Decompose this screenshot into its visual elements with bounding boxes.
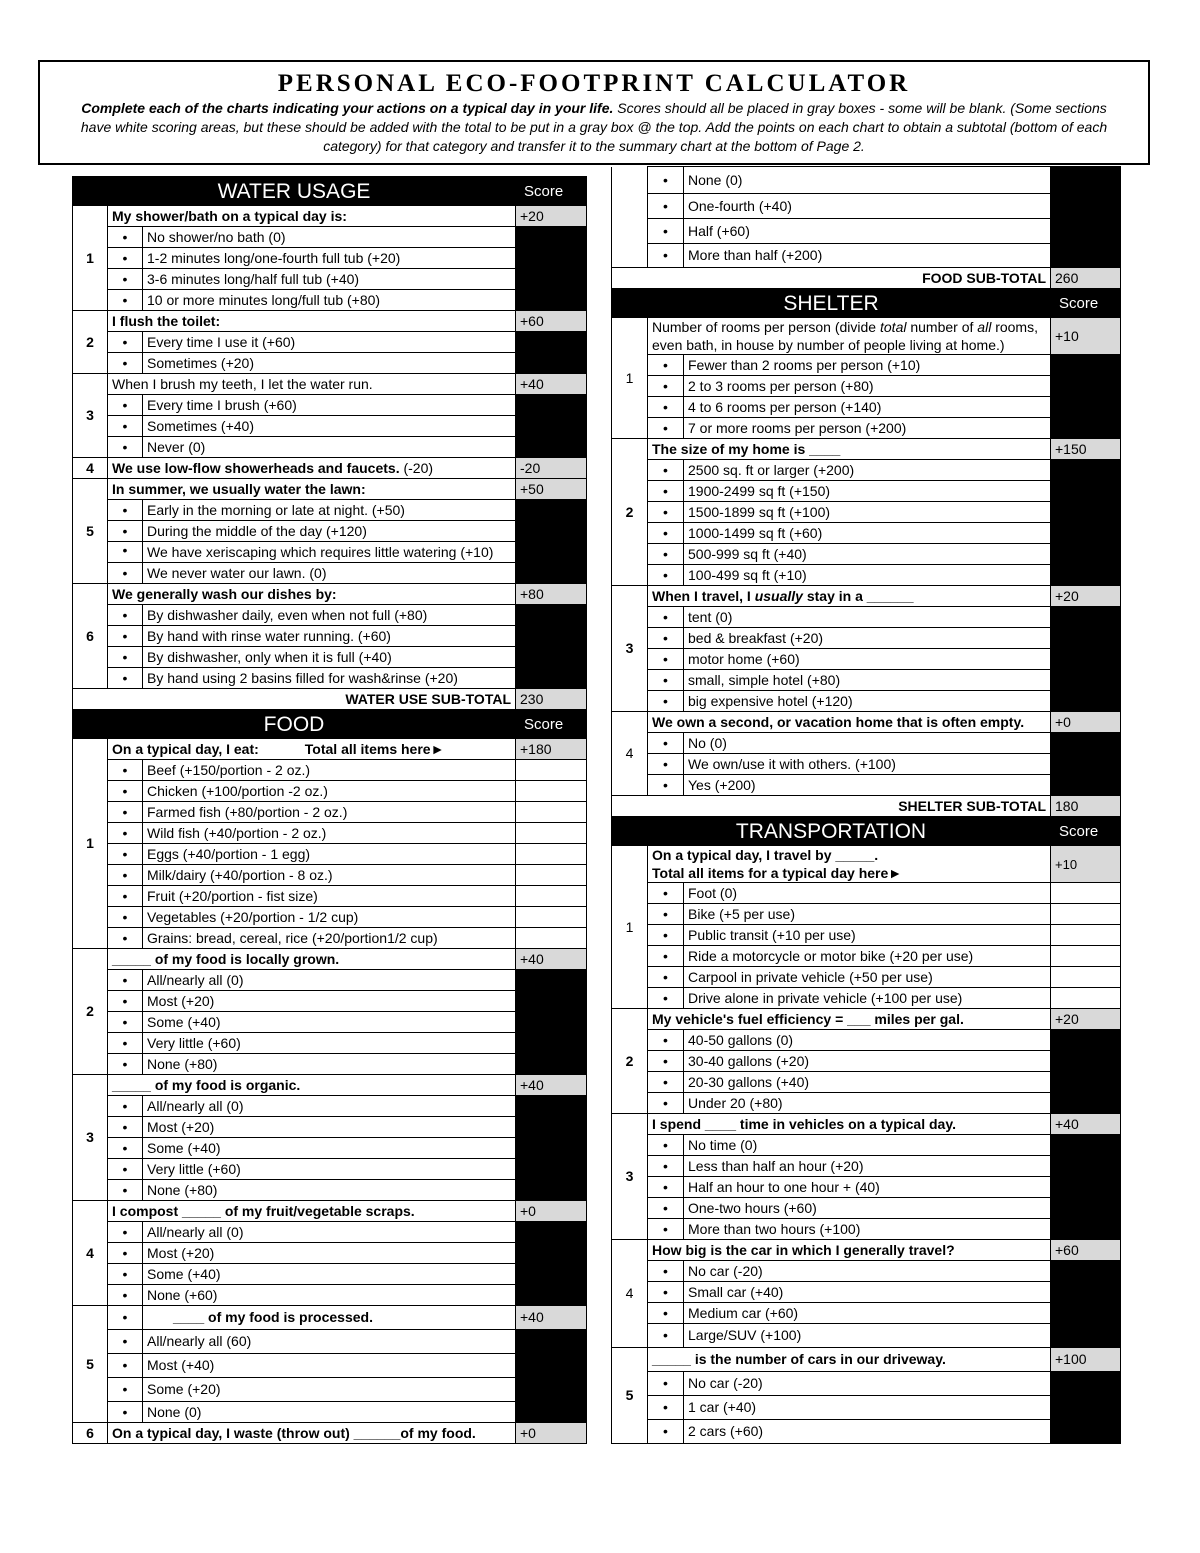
- list-item: • Beef (+150/portion - 2 oz.): [73, 760, 587, 781]
- list-item: • Every time I brush (+60): [73, 395, 587, 416]
- list-item: • By dishwasher, only when it is full (+40): [73, 647, 587, 668]
- food-q1: 1 On a typical day, I eat: Total all items here► +180: [73, 739, 587, 760]
- list-item: • 2500 sq. ft or larger (+200): [612, 460, 1121, 481]
- list-item: • Every time I use it (+60): [73, 332, 587, 353]
- transport-q3-score[interactable]: +40: [1051, 1114, 1121, 1135]
- list-item: • Half an hour to one hour + (40): [612, 1177, 1121, 1198]
- shelter-subtotal-row: [612, 796, 1121, 817]
- list-item: • 2 cars (+60): [612, 1420, 1121, 1444]
- water-q2: 2 I flush the toilet: +60: [73, 311, 587, 332]
- list-item: • Public transit (+10 per use): [612, 925, 1121, 946]
- list-item: • Eggs (+40/portion - 1 egg): [73, 844, 587, 865]
- water-q6-score[interactable]: +80: [516, 584, 587, 605]
- food-q2-score[interactable]: +40: [516, 949, 587, 970]
- transport-q5: 5 _____ is the number of cars in our driveway. +100: [612, 1348, 1121, 1372]
- list-item: • Sometimes (+20): [73, 353, 587, 374]
- list-item: • 1500-1899 sq ft (+100): [612, 502, 1121, 523]
- list-item: • None (+80): [73, 1054, 587, 1075]
- list-item: • 3-6 minutes long/half full tub (+40): [73, 269, 587, 290]
- page-header: [38, 60, 1150, 165]
- list-item: • By hand with rinse water running. (+60): [73, 626, 587, 647]
- transport-q3: 3 I spend ____ time in vehicles on a typical day. +40: [612, 1114, 1121, 1135]
- list-item: • 20-30 gallons (+40): [612, 1072, 1121, 1093]
- list-item: • 7 or more rooms per person (+200): [612, 418, 1121, 439]
- transport-q4-score[interactable]: +60: [1051, 1240, 1121, 1261]
- list-item: • All/nearly all (60): [73, 1330, 587, 1354]
- list-item: • 100-499 sq ft (+10): [612, 565, 1121, 586]
- food-subtotal-row: [612, 268, 1121, 289]
- water-q2-score[interactable]: +60: [516, 311, 587, 332]
- food-q5-score[interactable]: +40: [516, 1306, 587, 1330]
- instructions: [40, 99, 1148, 156]
- transport-q4: 4 How big is the car in which I generally travel? +60: [612, 1240, 1121, 1261]
- food-q1-score[interactable]: +180: [516, 739, 587, 760]
- water-q6: 6 We generally wash our dishes by: +80: [73, 584, 587, 605]
- list-item: • 2 to 3 rooms per person (+80): [612, 376, 1121, 397]
- food-q3-score[interactable]: +40: [516, 1075, 587, 1096]
- list-item: • Grains: bread, cereal, rice (+20/portion1/2 cup): [73, 928, 587, 949]
- water-q3: 3 When I brush my teeth, I let the water run. +40: [73, 374, 587, 395]
- list-item: • Very little (+60): [73, 1033, 587, 1054]
- shelter-q4-score[interactable]: +0: [1051, 712, 1121, 733]
- water-q4: 4 We use low-flow showerheads and faucets. (-20) -20: [73, 458, 587, 479]
- list-item: • motor home (+60): [612, 649, 1121, 670]
- shelter-q3: 3 When I travel, I usually stay in a ______ +20: [612, 586, 1121, 607]
- list-item: • Medium car (+60): [612, 1303, 1121, 1324]
- list-item: • 500-999 sq ft (+40): [612, 544, 1121, 565]
- list-item: • No car (-20): [612, 1261, 1121, 1282]
- instructions-rest: Scores should all be placed in gray boxes - some will be blank. (Some sections have white scoring areas, but these should be added with the total to be put in a gray box @ the top. Add the points on each chart to obtain a subtotal (bottom of each category) for that category and transfer it to the summary chart at the bottom of Page 2.: [80, 100, 1108, 154]
- list-item: • 30-40 gallons (+20): [612, 1051, 1121, 1072]
- list-item: • 40-50 gallons (0): [612, 1030, 1121, 1051]
- list-item: • Bike (+5 per use): [612, 904, 1121, 925]
- shelter-q2-score[interactable]: +150: [1051, 439, 1121, 460]
- transport-header: TRANSPORTATION Score: [612, 817, 1121, 846]
- list-item: • Fewer than 2 rooms per person (+10): [612, 355, 1121, 376]
- list-item: • 1000-1499 sq ft (+60): [612, 523, 1121, 544]
- list-item: • More than two hours (+100): [612, 1219, 1121, 1240]
- food-q3: 3 _____ of my food is organic. +40: [73, 1075, 587, 1096]
- list-item: • Fruit (+20/portion - fist size): [73, 886, 587, 907]
- food-q4-score[interactable]: +0: [516, 1201, 587, 1222]
- list-item: • Early in the morning or late at night. (+50): [73, 500, 587, 521]
- instructions-bold: Complete each of the charts indicating your actions on a typical day in your life.: [81, 100, 614, 116]
- water-score-label: Score: [516, 177, 587, 206]
- food-q2: 2 _____ of my food is locally grown. +40: [73, 949, 587, 970]
- list-item: • Yes (+200): [612, 775, 1121, 796]
- transport-title: TRANSPORTATION: [612, 817, 1051, 846]
- list-item: • We own/use it with others. (+100): [612, 754, 1121, 775]
- list-item: • Most (+40): [73, 1354, 587, 1378]
- list-item: • All/nearly all (0): [73, 1222, 587, 1243]
- list-item: • Drive alone in private vehicle (+100 per use): [612, 988, 1121, 1009]
- list-item: • Most (+20): [73, 991, 587, 1012]
- list-item: • We never water our lawn. (0): [73, 563, 587, 584]
- list-item: • During the middle of the day (+120): [73, 521, 587, 542]
- list-item: • Under 20 (+80): [612, 1093, 1121, 1114]
- list-item: • small, simple hotel (+80): [612, 670, 1121, 691]
- list-item: • We have xeriscaping which requires little watering (+10): [73, 542, 587, 563]
- shelter-header: SHELTER Score: [612, 289, 1121, 318]
- transport-q1: 1 On a typical day, I travel by _____. Total all items for a typical day here► +10: [612, 846, 1121, 883]
- list-item: • Half (+60): [612, 219, 1121, 244]
- list-item: • 1-2 minutes long/one-fourth full tub (+20): [73, 248, 587, 269]
- shelter-subtotal-label: SHELTER SUB-TOTAL: [612, 796, 1051, 817]
- list-item: • big expensive hotel (+120): [612, 691, 1121, 712]
- list-item: • Some (+40): [73, 1012, 587, 1033]
- list-item: • Chicken (+100/portion -2 oz.): [73, 781, 587, 802]
- list-item: • Farmed fish (+80/portion - 2 oz.): [73, 802, 587, 823]
- list-item: • 1900-2499 sq ft (+150): [612, 481, 1121, 502]
- list-item: • Some (+20): [73, 1378, 587, 1402]
- list-item: • tent (0): [612, 607, 1121, 628]
- water-q5-score[interactable]: +50: [516, 479, 587, 500]
- water-q1-score[interactable]: +20: [516, 206, 587, 227]
- list-item: • None (0): [73, 1402, 587, 1423]
- list-item: • Vegetables (+20/portion - 1/2 cup): [73, 907, 587, 928]
- food-subtotal[interactable]: 260: [1051, 268, 1121, 289]
- list-item: • No time (0): [612, 1135, 1121, 1156]
- list-item: • By hand using 2 basins filled for wash&rinse (+20): [73, 668, 587, 689]
- water-subtotal-row: [73, 689, 587, 710]
- transport-q5-score[interactable]: +100: [1051, 1348, 1121, 1372]
- water-subtotal[interactable]: 230: [516, 689, 587, 710]
- list-item: • Very little (+60): [73, 1159, 587, 1180]
- list-item: • bed & breakfast (+20): [612, 628, 1121, 649]
- water-header: [73, 177, 587, 206]
- shelter-q4: 4 We own a second, or vacation home that is often empty. +0: [612, 712, 1121, 733]
- list-item: • 10 or more minutes long/full tub (+80): [73, 290, 587, 311]
- list-item: • Large/SUV (+100): [612, 1324, 1121, 1348]
- water-title: WATER USAGE: [73, 177, 516, 206]
- food-q5: 5 • ____ of my food is processed. +40: [73, 1306, 587, 1330]
- list-item: • Some (+40): [73, 1264, 587, 1285]
- list-item: • One-two hours (+60): [612, 1198, 1121, 1219]
- water-q1-text: My shower/bath on a typical day is:: [108, 206, 516, 227]
- list-item: • No (0): [612, 733, 1121, 754]
- list-item: • Carpool in private vehicle (+50 per use): [612, 967, 1121, 988]
- list-item: • Milk/dairy (+40/portion - 8 oz.): [73, 865, 587, 886]
- food-subtotal-label: FOOD SUB-TOTAL: [612, 268, 1051, 289]
- list-item: • All/nearly all (0): [73, 970, 587, 991]
- food-title: FOOD: [73, 710, 516, 739]
- food-header: FOOD Score: [73, 710, 587, 739]
- list-item: • Most (+20): [73, 1117, 587, 1138]
- water-q5: 5 In summer, we usually water the lawn: +50: [73, 479, 587, 500]
- food-q6-score[interactable]: +0: [516, 1423, 587, 1444]
- transport-q1-score[interactable]: +10: [1051, 846, 1121, 883]
- list-item: • None (+80): [73, 1180, 587, 1201]
- list-item: • Small car (+40): [612, 1282, 1121, 1303]
- transport-q2-score[interactable]: +20: [1051, 1009, 1121, 1030]
- list-item: • All/nearly all (0): [73, 1096, 587, 1117]
- list-item: • Wild fish (+40/portion - 2 oz.): [73, 823, 587, 844]
- list-item: • Ride a motorcycle or motor bike (+20 per use): [612, 946, 1121, 967]
- list-item: • Foot (0): [612, 883, 1121, 904]
- list-item: • None (0): [612, 167, 1121, 194]
- food-q4: 4 I compost _____ of my fruit/vegetable scraps. +0: [73, 1201, 587, 1222]
- transport-q2: 2 My vehicle's fuel efficiency = ___ miles per gal. +20: [612, 1009, 1121, 1030]
- list-item: • More than half (+200): [612, 244, 1121, 268]
- list-item: • 4 to 6 rooms per person (+140): [612, 397, 1121, 418]
- list-item: • By dishwasher daily, even when not full (+80): [73, 605, 587, 626]
- shelter-q1-score[interactable]: +10: [1051, 318, 1121, 355]
- left-column-table: [72, 176, 587, 1444]
- water-q1-num: 1: [73, 206, 108, 311]
- list-item: • No car (-20): [612, 1372, 1121, 1396]
- water-q1: [73, 206, 587, 227]
- shelter-q3-score[interactable]: +20: [1051, 586, 1121, 607]
- food-q6: 6 On a typical day, I waste (throw out) ______of my food. +0: [73, 1423, 587, 1444]
- water-q4-score[interactable]: -20: [516, 458, 587, 479]
- list-item: • Some (+40): [73, 1138, 587, 1159]
- water-subtotal-label: WATER USE SUB-TOTAL: [73, 689, 516, 710]
- list-item: • One-fourth (+40): [612, 194, 1121, 219]
- page-title: PERSONAL ECO-FOOTPRINT CALCULATOR: [277, 70, 911, 97]
- water-q3-score[interactable]: +40: [516, 374, 587, 395]
- list-item: • No shower/no bath (0): [73, 227, 587, 248]
- list-item: • Most (+20): [73, 1243, 587, 1264]
- shelter-q1: 1 Number of rooms per person (divide total number of all rooms, even bath, in house by number of people living at home.) +10: [612, 318, 1121, 355]
- list-item: • Never (0): [73, 437, 587, 458]
- list-item: • Sometimes (+40): [73, 416, 587, 437]
- shelter-subtotal[interactable]: 180: [1051, 796, 1121, 817]
- list-item: • 1 car (+40): [612, 1396, 1121, 1420]
- shelter-title: SHELTER: [612, 289, 1051, 318]
- right-column-table: [611, 166, 1121, 1444]
- list-item: • Less than half an hour (+20): [612, 1156, 1121, 1177]
- list-item: • None (+60): [73, 1285, 587, 1306]
- shelter-q2: 2 The size of my home is ____ +150: [612, 439, 1121, 460]
